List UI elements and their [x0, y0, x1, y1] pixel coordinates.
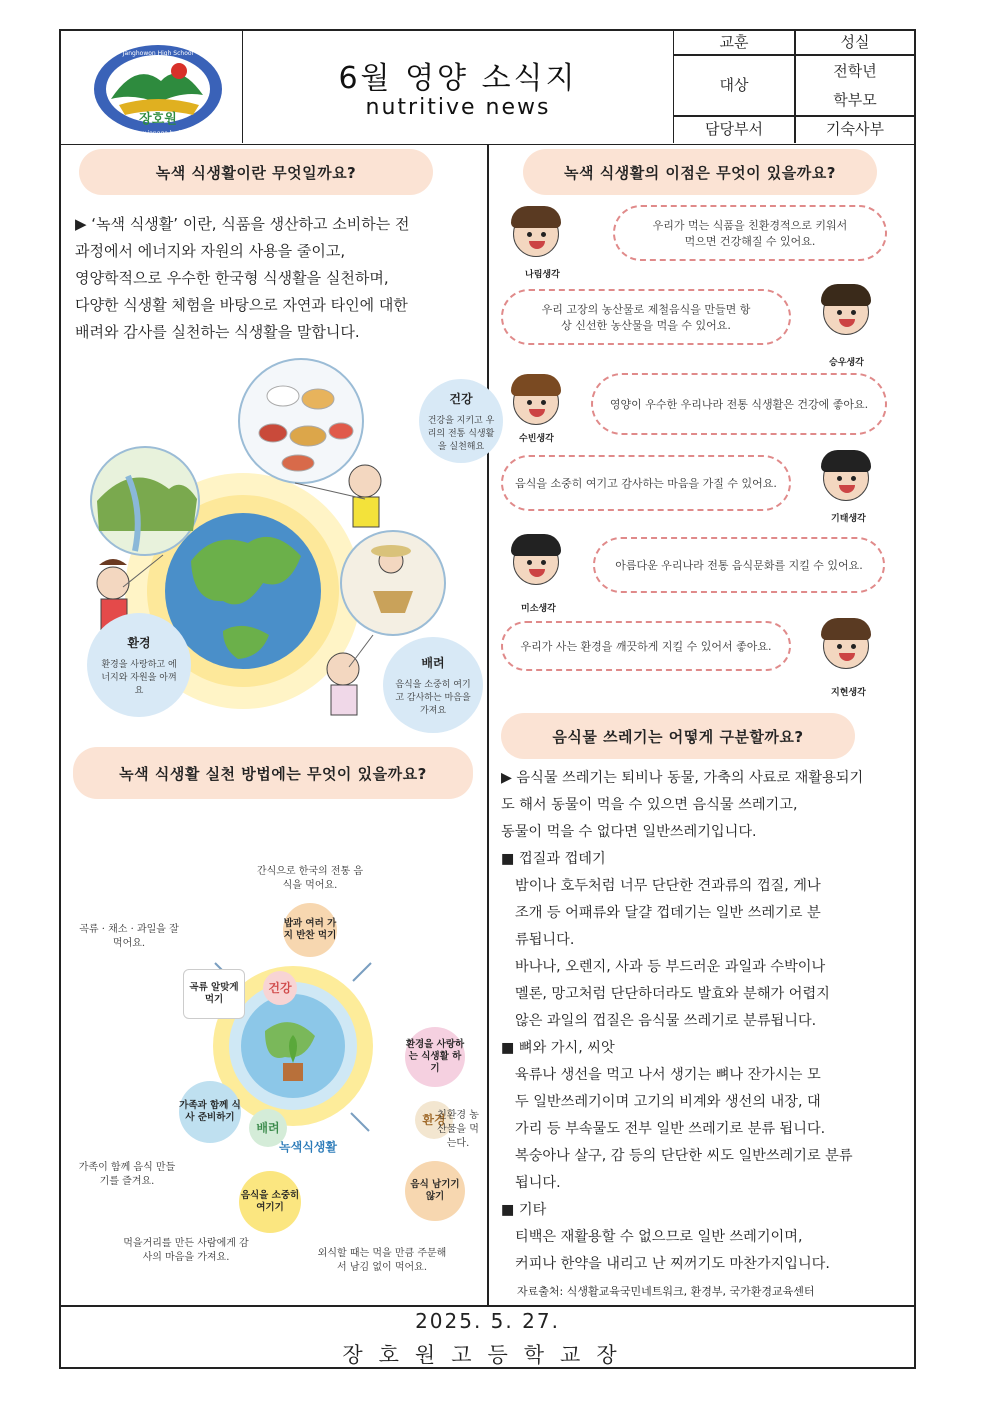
- guide-line: 복숭아나 살구, 감 등의 단단한 씨도 일반쓰레기로 분류: [515, 1148, 853, 1164]
- guide-line: 않은 과일의 껍질은 음식물 쓰레기로 분류됩니다.: [515, 1013, 817, 1029]
- dept-value: 기숙사부: [826, 120, 884, 138]
- logo-arc-text: Janghowon High School: [122, 50, 194, 57]
- environment-text: 환경을 사랑하고 에너지와 자원을 아껴요: [101, 660, 177, 696]
- avatar: [823, 455, 869, 501]
- motto-label: 교훈: [719, 33, 749, 51]
- note-eco-produce: 친환경 농산물을 먹는다.: [437, 1110, 479, 1149]
- care-title: 배려: [421, 656, 445, 670]
- speaker-name: 수빈생각: [519, 434, 554, 444]
- hub-environment: 환경: [415, 1101, 453, 1139]
- node-no-leftovers: 음식 남기기 않기: [405, 1161, 465, 1221]
- benefit-bubble: 우리 고장의 농산물로 제철음식을 만들면 항상 신선한 농산물을 먹을 수 있어요.: [501, 289, 791, 345]
- dept-label: 담당부서: [705, 120, 763, 138]
- benefit-bubble: 우리가 먹는 식품을 친환경적으로 키워서 먹으면 건강해질 수 있어요.: [613, 205, 887, 261]
- speaker-name: 기태생각: [831, 514, 866, 524]
- definition-line: 배려와 감사를 실천하는 식생활을 말합니다.: [75, 323, 360, 341]
- motto-value: 성실: [840, 33, 870, 51]
- school-logo: [61, 31, 243, 143]
- title-cell: [243, 31, 673, 143]
- center-label: 녹색식생활: [279, 1140, 337, 1154]
- avatar: [513, 539, 559, 585]
- guide-line: 바나나, 오렌지, 사과 등 부드러운 과일과 수박이나: [515, 959, 826, 975]
- logo-name: 장호원: [139, 112, 177, 127]
- node-family-meal: 가족과 함께 식사 준비하기: [179, 1081, 241, 1143]
- guide-line: 됩니다.: [515, 1175, 561, 1191]
- care-circle: [383, 637, 483, 733]
- environment-title: 환경: [127, 636, 151, 650]
- guide-line: 류됩니다.: [515, 932, 575, 948]
- column-divider: [487, 145, 489, 1305]
- guide-line: 커피나 한약을 내리고 난 찌꺼기도 마찬가지입니다.: [515, 1256, 830, 1272]
- speaker-name: 나림생각: [525, 270, 560, 280]
- node-eco-diet: 환경을 사랑하는 식생활 하기: [405, 1027, 465, 1087]
- speaker-name: 미소생각: [521, 604, 556, 614]
- definition-line: ▶ ‘녹색 식생활’ 이란, 식품을 생산하고 소비하는 전: [75, 215, 410, 233]
- benefit-bubble: 음식을 소중히 여기고 감사하는 마음을 가질 수 있어요.: [501, 455, 791, 511]
- health-title: 건강: [449, 392, 473, 406]
- green-diet-definition: [75, 211, 477, 346]
- benefit-bubble: 아름다운 우리나라 전통 음식문화를 지킬 수 있어요.: [593, 537, 885, 593]
- hub-care: 배려: [249, 1109, 287, 1147]
- target-value-2: 학부모: [833, 91, 877, 109]
- footer-divider: [61, 1305, 914, 1307]
- guide-line: 티백은 재활용할 수 없으므로 일반 쓰레기이며,: [515, 1229, 803, 1245]
- guide-line: 육류나 생선을 먹고 나서 생기는 뼈나 잔가시는 모: [515, 1067, 821, 1083]
- source-credit: 자료출처: 식생활교육국민네트워크, 환경부, 국가환경교육센터: [517, 1285, 815, 1298]
- speaker-name: 승우생각: [829, 358, 864, 368]
- note-family: 가족이 함께 음식 만들기를 즐겨요.: [78, 1162, 176, 1187]
- heading-green-diet-benefits: 녹색 식생활의 이점은 무엇이 있을까요?: [523, 149, 877, 195]
- issue-date: 2025. 5. 27.: [415, 1309, 560, 1333]
- definition-line: 과정에서 에너지와 자원의 사용을 줄이고,: [75, 242, 346, 260]
- guide-subheading: ■ 껍질과 껍데기: [501, 851, 606, 867]
- guide-line: ▶ 음식물 쓰레기는 퇴비나 동물, 가축의 사료로 재활용되기: [501, 770, 864, 786]
- hub-health: 건강: [263, 971, 297, 1005]
- target-label: 대상: [719, 75, 749, 94]
- guide-line: 멜론, 망고처럼 단단하더라도 발효와 분해가 어렵지: [515, 986, 830, 1002]
- node-rice-side-dishes: 밥과 여러 가지 반찬 먹기: [283, 903, 337, 957]
- heading-green-diet: 녹색 식생활이란 무엇일까요?: [79, 149, 433, 195]
- newsletter-frame: [59, 29, 916, 1369]
- guide-subheading: ■ 기타: [501, 1202, 547, 1218]
- definition-line: 다양한 식생활 체험을 바탕으로 자연과 타인에 대한: [75, 296, 408, 314]
- care-text: 음식을 소중히 여기고 감사하는 마음을 가져요: [395, 680, 471, 716]
- speaker-name: 지현생각: [831, 688, 866, 698]
- header: [61, 31, 914, 145]
- heading-green-diet-practice: 녹색 식생활 실천 방법에는 무엇이 있을까요?: [73, 747, 473, 799]
- guide-line: 밤이나 호두처럼 너무 단단한 견과류의 껍질, 게나: [515, 878, 821, 894]
- note-grain: 곡류 · 채소 · 과일을 잘 먹어요.: [79, 924, 179, 949]
- avatar: [823, 623, 869, 669]
- guide-line: 동물이 먹을 수 없다면 일반쓰레기입니다.: [501, 824, 757, 840]
- guide-line: 두 일반쓰레기이며 고기의 비계와 생선의 내장, 대: [515, 1094, 821, 1110]
- newsletter-title: 6월 영양 소식지: [338, 61, 578, 96]
- avatar: [513, 379, 559, 425]
- node-cherish-food: 음식을 소중히 여기기: [239, 1171, 301, 1233]
- benefit-bubble: 영양이 우수한 우리나라 전통 식생활은 건강에 좋아요.: [591, 373, 887, 435]
- guide-line: 가리 등 부속물도 전부 일반 쓰레기로 분류 됩니다.: [515, 1121, 826, 1137]
- definition-line: 영양학적으로 우수한 한국형 식생활을 실천하며,: [75, 269, 389, 287]
- note-thanks: 먹을거리를 만든 사람에게 감사의 마음을 가져요.: [123, 1238, 249, 1263]
- health-circle: [419, 379, 503, 463]
- benefit-bubble: 우리가 사는 환경을 깨끗하게 지킬 수 있어서 좋아요.: [501, 621, 791, 671]
- info-table: [673, 31, 914, 143]
- heading-food-waste: 음식물 쓰레기는 어떻게 구분할까요?: [501, 713, 855, 759]
- avatar: [823, 289, 869, 335]
- target-value-1: 전학년: [833, 62, 877, 80]
- environment-circle: [87, 613, 191, 717]
- guide-line: 조개 등 어패류와 달걀 껍데기는 일반 쓰레기로 분: [515, 905, 821, 921]
- practice-diagram: [75, 831, 485, 1271]
- guide-subheading: ■ 뼈와 가시, 씨앗: [501, 1040, 615, 1056]
- logo-url: www.janggo.hs.kr: [131, 130, 185, 137]
- school-logo-cell: [61, 31, 243, 143]
- school-principal: 장호원고등학교장: [342, 1343, 633, 1367]
- green-diet-illustration: [73, 351, 495, 733]
- node-grain: 곡류 알맞게 먹기: [183, 969, 245, 1019]
- food-waste-guide: [501, 765, 909, 1278]
- note-eat-out: 외식할 때는 먹을 만큼 주문해서 남김 없이 먹어요.: [317, 1248, 447, 1273]
- avatar: [513, 211, 559, 257]
- guide-line: 도 해서 동물이 먹을 수 있으면 음식물 쓰레기고,: [501, 797, 798, 813]
- health-text: 건강을 지키고 우리의 전통 식생활을 실천해요: [427, 416, 495, 452]
- newsletter-subtitle: nutritive news: [365, 95, 551, 120]
- note-snack: 간식으로 한국의 전통 음식을 먹어요.: [256, 866, 364, 891]
